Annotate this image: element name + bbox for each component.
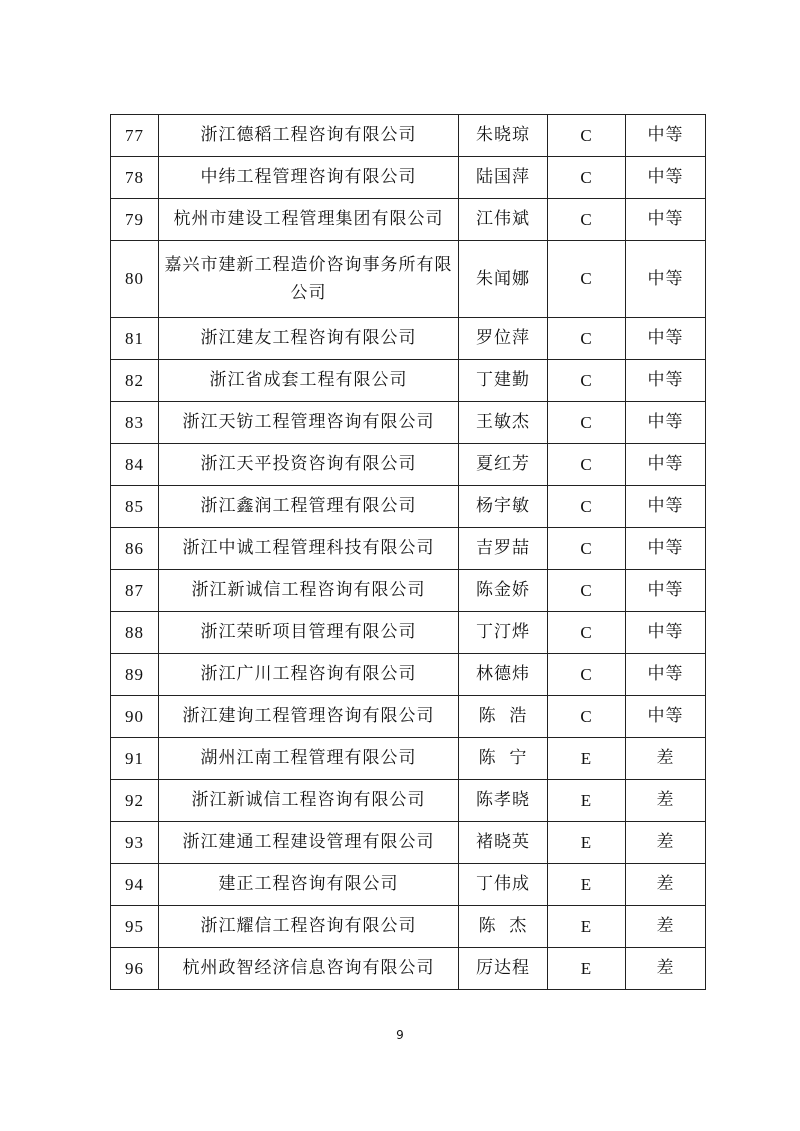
rating-level-cell: 中等 [626,402,706,444]
table-body [111,115,706,990]
company-name-cell: 浙江德稻工程咨询有限公司 [159,115,459,157]
person-name-cell: 陈 浩 [459,696,548,738]
rating-level-cell: 中等 [626,318,706,360]
person-name-cell: 林德炜 [459,654,548,696]
company-name-cell: 浙江天平投资咨询有限公司 [159,444,459,486]
table-row [111,241,706,318]
row-number-cell: 95 [111,906,159,948]
rating-level-cell: 中等 [626,486,706,528]
rating-level-cell: 差 [626,822,706,864]
person-name-cell: 褚晓英 [459,822,548,864]
grade-cell: E [548,822,626,864]
person-name-cell: 陈 杰 [459,906,548,948]
table-row [111,528,706,570]
row-number-cell: 90 [111,696,159,738]
person-name-cell: 陈孝晓 [459,780,548,822]
table-row [111,696,706,738]
person-name-cell: 江伟斌 [459,199,548,241]
rating-level-cell: 中等 [626,115,706,157]
grade-cell: C [548,444,626,486]
row-number-cell: 79 [111,199,159,241]
table-row [111,906,706,948]
grade-cell: C [548,241,626,318]
page-number: 9 [396,1028,404,1042]
person-name-cell: 丁汀烨 [459,612,548,654]
rating-level-cell: 中等 [626,528,706,570]
evaluation-table [110,114,706,990]
table-row [111,115,706,157]
rating-level-cell: 中等 [626,199,706,241]
row-number-cell: 94 [111,864,159,906]
rating-level-cell: 差 [626,906,706,948]
row-number-cell: 93 [111,822,159,864]
company-name-cell: 浙江建友工程咨询有限公司 [159,318,459,360]
company-name-cell: 浙江荣昕项目管理有限公司 [159,612,459,654]
grade-cell: C [548,486,626,528]
table-row [111,738,706,780]
person-name-cell: 杨宇敏 [459,486,548,528]
company-name-cell: 建正工程咨询有限公司 [159,864,459,906]
row-number-cell: 81 [111,318,159,360]
rating-level-cell: 中等 [626,654,706,696]
table-row [111,864,706,906]
rating-level-cell: 中等 [626,570,706,612]
rating-level-cell: 差 [626,738,706,780]
table-row [111,654,706,696]
grade-cell: C [548,318,626,360]
table-row [111,402,706,444]
company-name-cell: 杭州政智经济信息咨询有限公司 [159,948,459,990]
person-name-cell: 朱晓琼 [459,115,548,157]
table-row [111,444,706,486]
grade-cell: C [548,115,626,157]
table-row [111,780,706,822]
grade-cell: C [548,402,626,444]
rating-level-cell: 中等 [626,157,706,199]
person-name-cell: 吉罗喆 [459,528,548,570]
row-number-cell: 91 [111,738,159,780]
table-row [111,570,706,612]
company-name-cell: 浙江鑫润工程管理有限公司 [159,486,459,528]
grade-cell: C [548,612,626,654]
grade-cell: C [548,199,626,241]
row-number-cell: 85 [111,486,159,528]
person-name-cell: 陈金娇 [459,570,548,612]
grade-cell: E [548,948,626,990]
row-number-cell: 84 [111,444,159,486]
table-row [111,486,706,528]
row-number-cell: 86 [111,528,159,570]
rating-level-cell: 差 [626,780,706,822]
company-name-cell: 浙江天钫工程管理咨询有限公司 [159,402,459,444]
person-name-cell: 夏红芳 [459,444,548,486]
rating-level-cell: 中等 [626,241,706,318]
grade-cell: C [548,654,626,696]
grade-cell: C [548,570,626,612]
company-name-cell: 浙江耀信工程咨询有限公司 [159,906,459,948]
company-name-cell: 浙江省成套工程有限公司 [159,360,459,402]
rating-level-cell: 中等 [626,612,706,654]
rating-level-cell: 差 [626,864,706,906]
person-name-cell: 罗位萍 [459,318,548,360]
rating-level-cell: 中等 [626,360,706,402]
person-name-cell: 朱闻娜 [459,241,548,318]
grade-cell: C [548,696,626,738]
table-row [111,157,706,199]
row-number-cell: 80 [111,241,159,318]
row-number-cell: 78 [111,157,159,199]
person-name-cell: 王敏杰 [459,402,548,444]
company-name-cell: 浙江新诚信工程咨询有限公司 [159,570,459,612]
person-name-cell: 厉达程 [459,948,548,990]
row-number-cell: 77 [111,115,159,157]
grade-cell: E [548,864,626,906]
table-row [111,822,706,864]
table-row [111,612,706,654]
grade-cell: C [548,360,626,402]
rating-level-cell: 中等 [626,444,706,486]
rating-level-cell: 差 [626,948,706,990]
company-name-cell: 湖州江南工程管理有限公司 [159,738,459,780]
company-name-cell: 嘉兴市建新工程造价咨询事务所有限公司 [159,241,459,318]
table-row [111,318,706,360]
company-name-cell: 杭州市建设工程管理集团有限公司 [159,199,459,241]
grade-cell: C [548,528,626,570]
row-number-cell: 83 [111,402,159,444]
company-name-cell: 浙江广川工程咨询有限公司 [159,654,459,696]
table-row [111,360,706,402]
grade-cell: E [548,906,626,948]
person-name-cell: 丁伟成 [459,864,548,906]
grade-cell: E [548,780,626,822]
row-number-cell: 82 [111,360,159,402]
company-name-cell: 浙江中诚工程管理科技有限公司 [159,528,459,570]
row-number-cell: 87 [111,570,159,612]
company-name-cell: 浙江建询工程管理咨询有限公司 [159,696,459,738]
grade-cell: C [548,157,626,199]
row-number-cell: 96 [111,948,159,990]
grade-cell: E [548,738,626,780]
rating-level-cell: 中等 [626,696,706,738]
company-name-cell: 浙江新诚信工程咨询有限公司 [159,780,459,822]
person-name-cell: 丁建勤 [459,360,548,402]
company-name-cell: 浙江建通工程建设管理有限公司 [159,822,459,864]
person-name-cell: 陈 宁 [459,738,548,780]
company-name-cell: 中纬工程管理咨询有限公司 [159,157,459,199]
table-row [111,199,706,241]
row-number-cell: 88 [111,612,159,654]
row-number-cell: 92 [111,780,159,822]
row-number-cell: 89 [111,654,159,696]
person-name-cell: 陆国萍 [459,157,548,199]
table-row [111,948,706,990]
